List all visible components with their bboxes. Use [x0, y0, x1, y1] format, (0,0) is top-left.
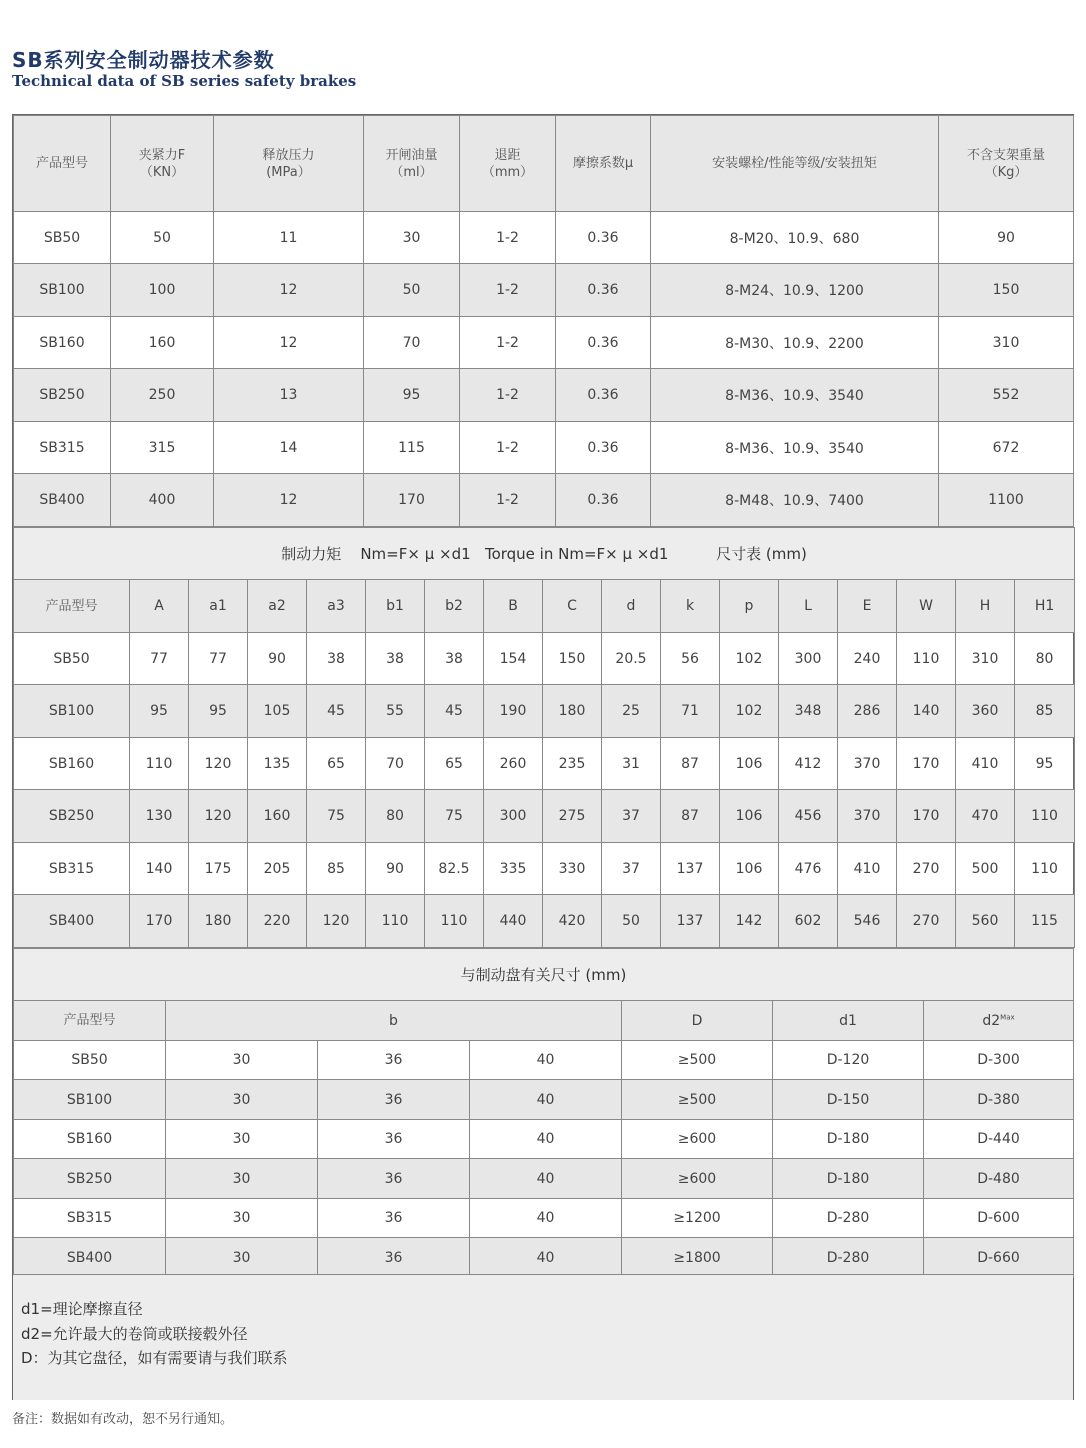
table-cell: 65	[425, 738, 484, 790]
table-cell: 315	[111, 422, 214, 474]
table3-row	[14, 1120, 1074, 1159]
table-cell: 1100	[939, 474, 1074, 527]
table-cell: 65	[307, 738, 366, 790]
table2-header-cell: H	[956, 580, 1015, 633]
table1-row	[14, 369, 1074, 422]
model-cell: SB50	[14, 212, 111, 264]
note-D: D：为其它盘径，如有需要请与我们联系	[21, 1349, 288, 1367]
table-cell: 100	[111, 264, 214, 317]
table3-header-cell: 产品型号	[14, 1001, 166, 1041]
table1-header-cell: 释放压力 (MPa）	[214, 116, 364, 212]
table-cell: 50	[111, 212, 214, 264]
torque-banner-row	[14, 528, 1075, 580]
table-cell: 11	[214, 212, 364, 264]
table3-header-row	[14, 1001, 1074, 1041]
remark-footnote: 备注：数据如有改动，恕不另行通知。	[12, 1412, 234, 1427]
table-cell: 672	[939, 422, 1074, 474]
table-cell: D-150	[773, 1080, 924, 1120]
table-cell: ≥1800	[622, 1238, 773, 1278]
table-cell: 87	[661, 790, 720, 843]
table-cell: 286	[838, 685, 897, 738]
table-cell: 137	[661, 843, 720, 895]
table-cell: 14	[214, 422, 364, 474]
table2-header-cell: k	[661, 580, 720, 633]
table-cell: 400	[111, 474, 214, 527]
table-cell: 110	[1015, 790, 1075, 843]
table-cell: 140	[897, 685, 956, 738]
model-cell: SB315	[14, 422, 111, 474]
table2-row	[14, 738, 1075, 790]
table-cell: 180	[189, 895, 248, 948]
max-superscript: Max	[1000, 1012, 1015, 1021]
table-cell: 370	[838, 738, 897, 790]
table-cell: ≥600	[622, 1120, 773, 1159]
table-cell: 36	[318, 1159, 470, 1199]
table-cell: ≥1200	[622, 1199, 773, 1238]
table2-header-cell: B	[484, 580, 543, 633]
table-cell: 170	[130, 895, 189, 948]
table-cell: 130	[130, 790, 189, 843]
table2-header-cell: a2	[248, 580, 307, 633]
table-cell: 310	[956, 633, 1015, 685]
table-cell: D-280	[773, 1238, 924, 1278]
table-cell: 30	[166, 1199, 318, 1238]
table-cell: 115	[1015, 895, 1075, 948]
table-cell: 110	[130, 738, 189, 790]
table2-header-cell: a3	[307, 580, 366, 633]
table-cell: 8-M24、10.9、1200	[651, 264, 939, 317]
table-cell: 30	[166, 1080, 318, 1120]
table-cell: 8-M20、10.9、680	[651, 212, 939, 264]
table2-row	[14, 790, 1075, 843]
table-cell: 1-2	[460, 474, 556, 527]
table-cell: 90	[366, 843, 425, 895]
table-cell: 330	[543, 843, 602, 895]
table2-header-cell: b2	[425, 580, 484, 633]
table-cell: 0.36	[556, 212, 651, 264]
table-cell: 40	[470, 1080, 622, 1120]
table-cell: 12	[214, 317, 364, 369]
table1-row	[14, 474, 1074, 527]
table-cell: ≥500	[622, 1041, 773, 1080]
table-cell: D-180	[773, 1159, 924, 1199]
table-cell: 240	[838, 633, 897, 685]
table1-row	[14, 264, 1074, 317]
model-cell: SB250	[14, 369, 111, 422]
table-cell: 270	[897, 843, 956, 895]
table-cell: 82.5	[425, 843, 484, 895]
table-cell: D-180	[773, 1120, 924, 1159]
table2-row	[14, 895, 1075, 948]
table-cell: 1-2	[460, 369, 556, 422]
table-cell: 470	[956, 790, 1015, 843]
table-cell: 150	[939, 264, 1074, 317]
table-cell: 300	[779, 633, 838, 685]
table-cell: 0.36	[556, 422, 651, 474]
note-d1: d1=理论摩擦直径	[21, 1300, 143, 1318]
model-cell: SB50	[14, 1041, 166, 1080]
table-cell: ≥600	[622, 1159, 773, 1199]
table-cell: 1-2	[460, 422, 556, 474]
table-cell: 70	[364, 317, 460, 369]
table-cell: 25	[602, 685, 661, 738]
table2-header-cell: W	[897, 580, 956, 633]
table-cell: 106	[720, 790, 779, 843]
table-cell: 175	[189, 843, 248, 895]
table-cell: 110	[1015, 843, 1075, 895]
table2-row	[14, 685, 1075, 738]
model-cell: SB160	[14, 738, 130, 790]
table-cell: 102	[720, 685, 779, 738]
table-cell: 40	[470, 1159, 622, 1199]
table-cell: 12	[214, 474, 364, 527]
table-cell: 71	[661, 685, 720, 738]
table-cell: 260	[484, 738, 543, 790]
table-cell: 546	[838, 895, 897, 948]
table1-header-row	[14, 116, 1074, 212]
table-cell: 412	[779, 738, 838, 790]
table2-row	[14, 843, 1075, 895]
table-cell: 70	[366, 738, 425, 790]
table-cell: 77	[189, 633, 248, 685]
table1-row	[14, 212, 1074, 264]
model-cell: SB250	[14, 1159, 166, 1199]
table-cell: 30	[364, 212, 460, 264]
table1-header-cell: 退距 （mm）	[460, 116, 556, 212]
table-cell: 40	[470, 1199, 622, 1238]
table-cell: 38	[425, 633, 484, 685]
table-cell: 110	[425, 895, 484, 948]
table-cell: 560	[956, 895, 1015, 948]
table-cell: 110	[366, 895, 425, 948]
table-cell: 55	[366, 685, 425, 738]
model-cell: SB100	[14, 685, 130, 738]
table-cell: D-120	[773, 1041, 924, 1080]
model-cell: SB160	[14, 317, 111, 369]
table-cell: 45	[307, 685, 366, 738]
technical-data-table	[13, 115, 1074, 527]
model-cell: SB100	[14, 264, 111, 317]
table-cell: 1-2	[460, 317, 556, 369]
table-cell: 95	[130, 685, 189, 738]
table-cell: 95	[364, 369, 460, 422]
model-cell: SB400	[14, 1238, 166, 1278]
table2-header-cell: a1	[189, 580, 248, 633]
table-cell: 56	[661, 633, 720, 685]
table-cell: D-280	[773, 1199, 924, 1238]
model-cell: SB315	[14, 843, 130, 895]
table-cell: 95	[1015, 738, 1075, 790]
table3-header-cell: b	[166, 1001, 622, 1041]
table-cell: 120	[189, 790, 248, 843]
table-cell: 0.36	[556, 317, 651, 369]
notes-section	[13, 1274, 1073, 1400]
table-cell: 30	[166, 1238, 318, 1278]
table3-row	[14, 1238, 1074, 1278]
table2-header-cell: A	[130, 580, 189, 633]
table-cell: D-480	[924, 1159, 1074, 1199]
table-cell: 1-2	[460, 264, 556, 317]
table-cell: 150	[543, 633, 602, 685]
table1-header-cell: 产品型号	[14, 116, 111, 212]
table-cell: 410	[838, 843, 897, 895]
table2-header-cell: p	[720, 580, 779, 633]
table2-header-cell: H1	[1015, 580, 1075, 633]
table-cell: 220	[248, 895, 307, 948]
disc-dimension-banner: 与制动盘有关尺寸 (mm)	[14, 949, 1074, 1001]
table1-header-cell: 不含支架重量 （Kg）	[939, 116, 1074, 212]
table-cell: 360	[956, 685, 1015, 738]
table2-header-cell: L	[779, 580, 838, 633]
table-cell: D-660	[924, 1238, 1074, 1278]
table-cell: 80	[366, 790, 425, 843]
table-cell: 135	[248, 738, 307, 790]
table-cell: 30	[166, 1159, 318, 1199]
table-cell: 552	[939, 369, 1074, 422]
table-cell: 38	[366, 633, 425, 685]
model-cell: SB315	[14, 1199, 166, 1238]
table-cell: 45	[425, 685, 484, 738]
table-cell: 137	[661, 895, 720, 948]
table-cell: 115	[364, 422, 460, 474]
torque-formula-banner: 制动力矩 Nm=F× μ ×d1 Torque in Nm=F× μ ×d1 尺寸表 (mm)	[14, 528, 1075, 580]
page-title: SB系列安全制动器技术参数	[12, 48, 275, 72]
table-cell: 420	[543, 895, 602, 948]
table2-header-cell: C	[543, 580, 602, 633]
table-cell: 120	[189, 738, 248, 790]
table-cell: 410	[956, 738, 1015, 790]
table2-header-cell: b1	[366, 580, 425, 633]
table-cell: 154	[484, 633, 543, 685]
table-cell: 30	[166, 1120, 318, 1159]
table-cell: 36	[318, 1080, 470, 1120]
table-cell: 0.36	[556, 369, 651, 422]
table-cell: 476	[779, 843, 838, 895]
table-cell: 310	[939, 317, 1074, 369]
table1-header-cell: 安装螺栓/性能等级/安装扭矩	[651, 116, 939, 212]
table3-row	[14, 1199, 1074, 1238]
table3-row	[14, 1041, 1074, 1080]
table-cell: 110	[897, 633, 956, 685]
model-cell: SB160	[14, 1120, 166, 1159]
model-cell: SB250	[14, 790, 130, 843]
table-cell: D-600	[924, 1199, 1074, 1238]
table-cell: 8-M36、10.9、3540	[651, 369, 939, 422]
table-cell: 170	[897, 738, 956, 790]
table-cell: 75	[425, 790, 484, 843]
table1-header-cell: 夹紧力F （KN）	[111, 116, 214, 212]
table-cell: 275	[543, 790, 602, 843]
table-cell: 31	[602, 738, 661, 790]
table3-header-cell: D	[622, 1001, 773, 1041]
table2-header-cell: E	[838, 580, 897, 633]
table-cell: 300	[484, 790, 543, 843]
table3-header-cell: d1	[773, 1001, 924, 1041]
table-cell: 8-M36、10.9、3540	[651, 422, 939, 474]
table-cell: 80	[1015, 633, 1075, 685]
note-d2: d2=允许最大的卷筒或联接毂外径	[21, 1324, 248, 1343]
table-cell: 20.5	[602, 633, 661, 685]
disc-dimension-table	[13, 948, 1074, 1278]
table-cell: 90	[248, 633, 307, 685]
table2-header-row	[14, 580, 1075, 633]
table-cell: 370	[838, 790, 897, 843]
table-cell: 348	[779, 685, 838, 738]
table-cell: 190	[484, 685, 543, 738]
table-cell: 85	[307, 843, 366, 895]
table-cell: 36	[318, 1120, 470, 1159]
model-cell: SB400	[14, 895, 130, 948]
table-cell: 75	[307, 790, 366, 843]
table-cell: 0.36	[556, 264, 651, 317]
dimension-table	[13, 527, 1075, 948]
table1-header-cell: 摩擦系数μ	[556, 116, 651, 212]
table-cell: ≥500	[622, 1080, 773, 1120]
table3-row	[14, 1080, 1074, 1120]
model-cell: SB100	[14, 1080, 166, 1120]
table-cell: 170	[364, 474, 460, 527]
table-cell: 106	[720, 843, 779, 895]
table-cell: 500	[956, 843, 1015, 895]
table-cell: 160	[111, 317, 214, 369]
table2-header-cell: 产品型号	[14, 580, 130, 633]
model-cell: SB50	[14, 633, 130, 685]
table-cell: 102	[720, 633, 779, 685]
table-cell: 8-M48、10.9、7400	[651, 474, 939, 527]
table2-header-cell: d	[602, 580, 661, 633]
table-cell: 36	[318, 1238, 470, 1278]
table-cell: 40	[470, 1238, 622, 1278]
table-cell: 456	[779, 790, 838, 843]
table-cell: D-440	[924, 1120, 1074, 1159]
table3-row	[14, 1159, 1074, 1199]
table-cell: 140	[130, 843, 189, 895]
table-cell: 106	[720, 738, 779, 790]
table1-header-cell: 开闸油量 （ml）	[364, 116, 460, 212]
table-cell: 38	[307, 633, 366, 685]
table-cell: 12	[214, 264, 364, 317]
table-cell: 90	[939, 212, 1074, 264]
table1-row	[14, 317, 1074, 369]
disc-banner-row	[14, 949, 1074, 1001]
table-cell: 180	[543, 685, 602, 738]
table-cell: 0.36	[556, 474, 651, 527]
table-cell: 440	[484, 895, 543, 948]
table-cell: 170	[897, 790, 956, 843]
table-cell: 87	[661, 738, 720, 790]
table-cell: 602	[779, 895, 838, 948]
model-cell: SB400	[14, 474, 111, 527]
table-cell: 235	[543, 738, 602, 790]
page-subtitle: Technical data of SB series safety brakes	[12, 72, 357, 90]
table-cell: 160	[248, 790, 307, 843]
table-cell: 85	[1015, 685, 1075, 738]
table-cell: 50	[364, 264, 460, 317]
table-cell: 105	[248, 685, 307, 738]
table-cell: 40	[470, 1120, 622, 1159]
table-cell: D-300	[924, 1041, 1074, 1080]
table-cell: 250	[111, 369, 214, 422]
spec-frame	[12, 114, 1074, 1400]
table-cell: 36	[318, 1041, 470, 1080]
table3-header-cell: $d2^{Max}$	[924, 1001, 1074, 1041]
table-cell: 335	[484, 843, 543, 895]
table-cell: 142	[720, 895, 779, 948]
table-cell: 30	[166, 1041, 318, 1080]
table-cell: 37	[602, 843, 661, 895]
table-cell: 95	[189, 685, 248, 738]
table-cell: 37	[602, 790, 661, 843]
table1-row	[14, 422, 1074, 474]
table-cell: D-380	[924, 1080, 1074, 1120]
table-cell: 120	[307, 895, 366, 948]
table-cell: 8-M30、10.9、2200	[651, 317, 939, 369]
table-cell: 205	[248, 843, 307, 895]
table-cell: 50	[602, 895, 661, 948]
table2-row	[14, 633, 1075, 685]
table-cell: 77	[130, 633, 189, 685]
table-cell: 36	[318, 1199, 470, 1238]
table-cell: 13	[214, 369, 364, 422]
table-cell: 270	[897, 895, 956, 948]
table-cell: 1-2	[460, 212, 556, 264]
table-cell: 40	[470, 1041, 622, 1080]
